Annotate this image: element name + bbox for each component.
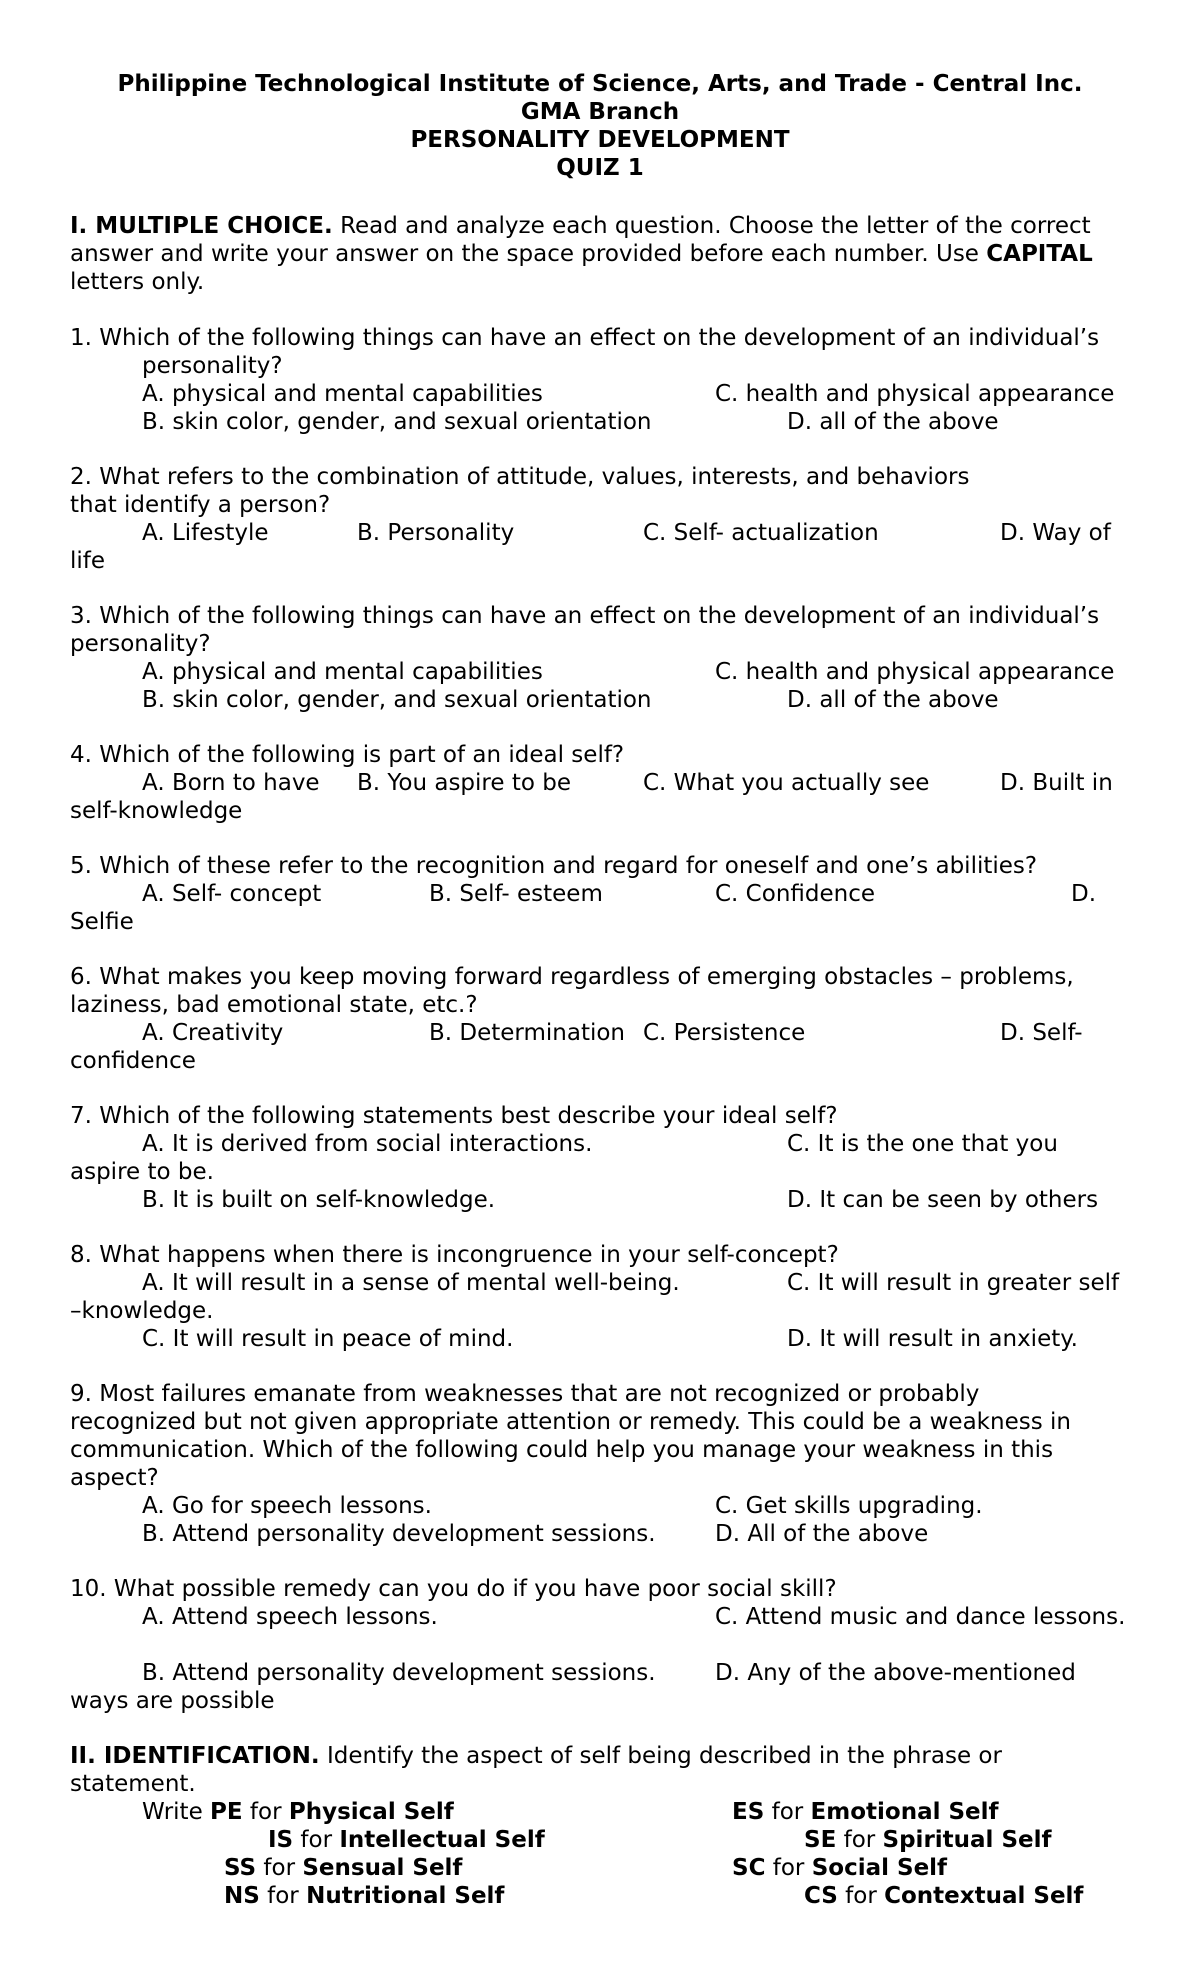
part2-heading: II. IDENTIFICATION. [70,1743,320,1769]
question-text: 5. Which of these refer to the recognition and regard for oneself and one’s abilities? [70,853,1038,879]
question-text: 1. Which of the following things can have an effect on the development of an individual’s [70,325,1100,351]
part1-instructions-line3: letters only. [70,269,205,295]
choice-d: D. It can be seen by others [787,1187,1099,1213]
choice-b: B. It is built on self-knowledge. [142,1187,496,1213]
legend-item: SC for Social Self [732,1855,948,1881]
choice-c: C. Get skills upgrading. [715,1493,983,1519]
choice-d: D. Self- [1000,1020,1083,1046]
choice-c-second: C. It will result in peace of mind. [142,1326,514,1352]
choice-c: C. Attend music and dance lessons. [715,1604,1126,1630]
question-text: recognized but not given appropriate attention or remedy. This could be a weakness in [70,1409,1071,1435]
question-text: laziness, bad emotional state, etc.? [70,992,478,1018]
question-text: personality? [70,631,211,657]
institution-name: Philippine Technological Institute of Science, Arts, and Trade - Central Inc. [117,71,1083,97]
part1-heading: I. MULTIPLE CHOICE. [70,213,333,239]
choice-a: A. physical and mental capabilities [142,659,543,685]
choice-c: C. What you actually see [643,770,930,796]
choice-b: B. You aspire to be [357,770,571,796]
legend-item: CS for Contextual Self [804,1883,1084,1909]
choice-c: C. health and physical appearance [715,381,1115,407]
choice-d: D. Any of the above-mentioned [715,1660,1076,1686]
choice-c: C. Confidence [715,881,876,907]
part1-instructions-line1: I. MULTIPLE CHOICE. Read and analyze each question. Choose the letter of the correct [70,213,1091,239]
question-text: 4. Which of the following is part of an ideal self? [70,742,625,768]
choice-b: B. Attend personality development sessions. [142,1660,656,1686]
question-text: personality? [142,353,283,379]
choice-a: A. Born to have [142,770,320,796]
choice-a: A. It will result in a sense of mental well-being. [142,1270,680,1296]
choice-c-wrap: –knowledge. [70,1298,214,1324]
question-text: 9. Most failures emanate from weaknesses that are not recognized or probably [70,1381,980,1407]
choice-a: A. Go for speech lessons. [142,1493,432,1519]
question-text: 10. What possible remedy can you do if you have poor social skill? [70,1576,837,1602]
choice-a: A. Attend speech lessons. [142,1604,438,1630]
legend-item: SS for Sensual Self [224,1855,463,1881]
choice-b: B. Determination [429,1020,626,1046]
choice-d: D. Way of [1000,520,1111,546]
question-text: 8. What happens when there is incongruence in your self-concept? [70,1242,839,1268]
choice-c: C. It will result in greater self [787,1270,1120,1296]
document-header [70,70,1130,182]
choice-c: C. Self- actualization [643,520,879,546]
question-text: that identify a person? [70,492,331,518]
choice-c: C. health and physical appearance [715,659,1115,685]
choice-d-wrap: ways are possible [70,1688,275,1714]
question-text: 6. What makes you keep moving forward regardless of emerging obstacles – problems, [70,964,1074,990]
choice-a: A. physical and mental capabilities [142,381,543,407]
choice-b: B. skin color, gender, and sexual orientation [142,409,652,435]
legend-item: NS for Nutritional Self [224,1883,505,1909]
subject-title: PERSONALITY DEVELOPMENT [410,127,790,153]
choice-d-wrap: Selfie [70,909,134,935]
choice-b: B. Personality [357,520,515,546]
legend-item: SE for Spiritual Self [804,1827,1052,1853]
legend-item: IS for Intellectual Self [268,1827,545,1853]
question-text: aspect? [70,1465,159,1491]
legend-item: ES for Emotional Self [732,1799,999,1825]
part2-instructions-line1: II. IDENTIFICATION. Identify the aspect of self being described in the phrase or [70,1743,1002,1769]
branch-name: GMA Branch [520,99,680,125]
choice-c-wrap: aspire to be. [70,1159,214,1185]
part2-instructions-line2: statement. [70,1771,196,1797]
choice-d: D. Built in [1000,770,1113,796]
choice-c: C. Persistence [643,1020,806,1046]
quiz-title: QUIZ 1 [556,155,644,181]
choice-a: A. It is derived from social interactions. [142,1131,593,1157]
choice-d: D. All of the above [715,1521,929,1547]
choice-d-wrap: self-knowledge [70,798,243,824]
question-text: 2. What refers to the combination of attitude, values, interests, and behaviors [70,464,970,490]
question-text: communication. Which of the following could help you manage your weakness in this [70,1437,1054,1463]
choice-c: C. It is the one that you [787,1131,1058,1157]
choice-d-wrap: life [70,548,106,574]
question-text: 7. Which of the following statements best describe your ideal self? [70,1103,838,1129]
choice-d: D. all of the above [787,687,999,713]
choice-d-wrap: confidence [70,1048,196,1074]
choice-b: B. Attend personality development sessions. [142,1521,656,1547]
choice-a: A. Creativity [142,1020,284,1046]
choice-d: D. all of the above [787,409,999,435]
choice-a: A. Lifestyle [142,520,269,546]
choice-d: D. [1071,881,1097,907]
choice-b: B. Self- esteem [429,881,603,907]
part1-instructions-line2: answer and write your answer on the space provided before each number. Use CAPITAL [70,241,1093,267]
question-text: 3. Which of the following things can have an effect on the development of an individual’s [70,603,1100,629]
choice-a: A. Self- concept [142,881,322,907]
choice-b: B. skin color, gender, and sexual orientation [142,687,652,713]
legend-item: Write PE for Physical Self [142,1799,454,1825]
choice-d: D. It will result in anxiety. [787,1326,1078,1352]
